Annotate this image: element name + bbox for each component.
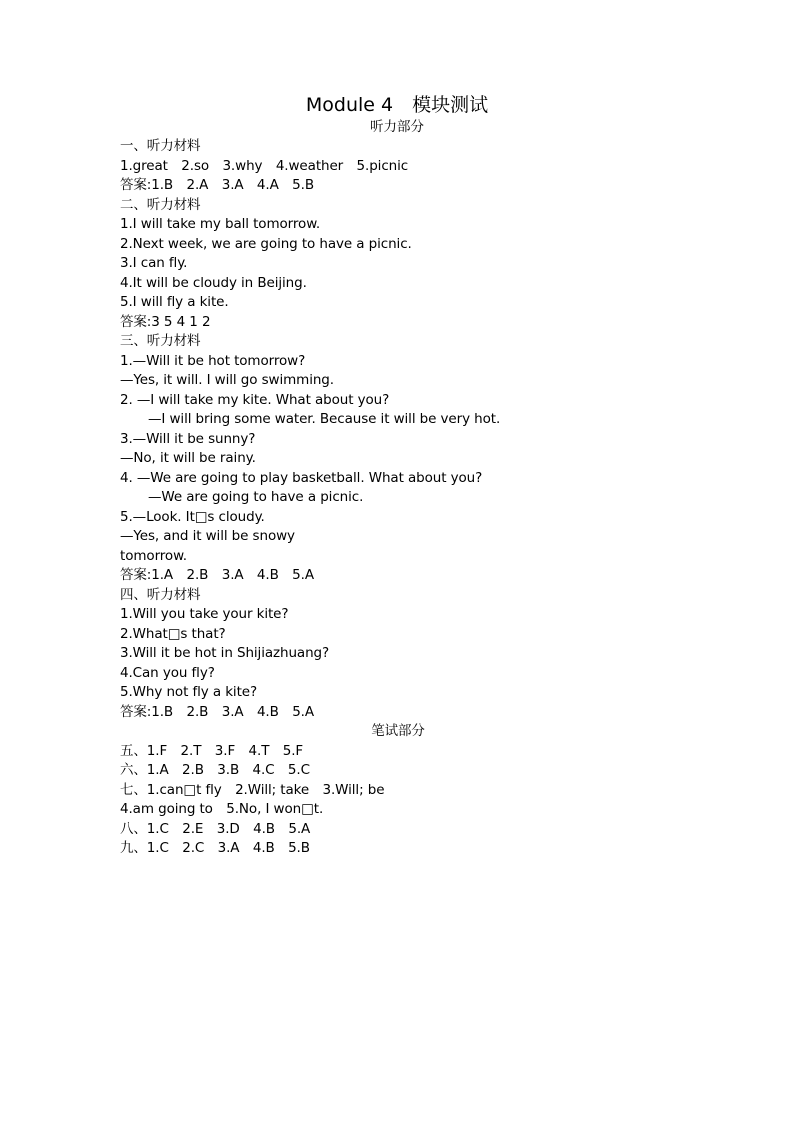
part1-answer: 答案:1.B 2.A 3.A 4.A 5.B (120, 177, 314, 193)
part2-line-4: 4.It will be cloudy in Beijing. (120, 274, 307, 291)
part6-answers: 六、1.A 2.B 3.B 4.C 5.C (120, 762, 310, 778)
part1-heading: 一、听力材料 (120, 138, 201, 154)
part4-answer: 答案:1.B 2.B 3.A 4.B 5.A (120, 703, 315, 720)
part4-line-5: 5.Why not fly a kite? (120, 684, 258, 700)
part3-line-4: —I will bring some water. Because it will be very hot. (148, 411, 501, 427)
listening-section-header: 听力部分 (370, 119, 424, 135)
part3-line-5: 3.—Will it be sunny? (120, 430, 256, 447)
part3-line-3: 2. —I will take my kite. What about you? (120, 391, 390, 408)
part5-answers: 五、1.F 2.T 3.F 4.T 5.F (120, 742, 304, 759)
part4-line-4: 4.Can you fly? (120, 664, 215, 681)
part4-line-1: 1.Will you take your kite? (120, 606, 289, 622)
part2-answer: 答案:3 5 4 1 2 (120, 313, 211, 330)
part3-line-2: —Yes, it will. I will go swimming. (120, 372, 334, 388)
part3-heading: 三、听力材料 (120, 333, 201, 349)
part2-line-3: 3.I can fly. (120, 255, 188, 271)
part3-line-1: 1.—Will it be hot tomorrow? (120, 352, 306, 369)
part3-line-10: —Yes, and it will be snowy (120, 528, 295, 544)
part3-line-9: 5.—Look. It□s cloudy. (120, 508, 265, 525)
part4-line-3: 3.Will it be hot in Shijiazhuang? (120, 645, 330, 661)
part3-line-7: 4. —We are going to play basketball. What about you? (120, 469, 483, 486)
part2-line-2: 2.Next week, we are going to have a picnic. (120, 235, 412, 252)
document-body (120, 137, 680, 859)
part2-line-1: 1.I will take my ball tomorrow. (120, 216, 321, 232)
part1-words: 1.great 2.so 3.why 4.weather 5.picnic (120, 157, 409, 174)
part8-answers: 八、1.C 2.E 3.D 4.B 5.A (120, 820, 311, 837)
part3-line-11: tomorrow. (120, 547, 187, 564)
part7-answers-a: 七、1.can□t fly 2.Will; take 3.Will; be (120, 781, 385, 798)
part2-line-5: 5.I will fly a kite. (120, 294, 229, 310)
part2-heading: 二、听力材料 (120, 196, 201, 213)
part9-answers: 九、1.C 2.C 3.A 4.B 5.B (120, 840, 310, 856)
part4-line-2: 2.What□s that? (120, 625, 226, 642)
writing-section-header: 笔试部分 (371, 723, 425, 739)
part3-line-8: —We are going to have a picnic. (148, 489, 364, 505)
part3-answer: 答案:1.A 2.B 3.A 4.B 5.A (120, 567, 314, 583)
part3-line-6: —No, it will be rainy. (120, 450, 256, 466)
document-title: Module 4 模块测试 (305, 94, 489, 116)
part4-heading: 四、听力材料 (120, 586, 201, 603)
part7-answers-b: 4.am going to 5.No, I won□t. (120, 801, 324, 817)
